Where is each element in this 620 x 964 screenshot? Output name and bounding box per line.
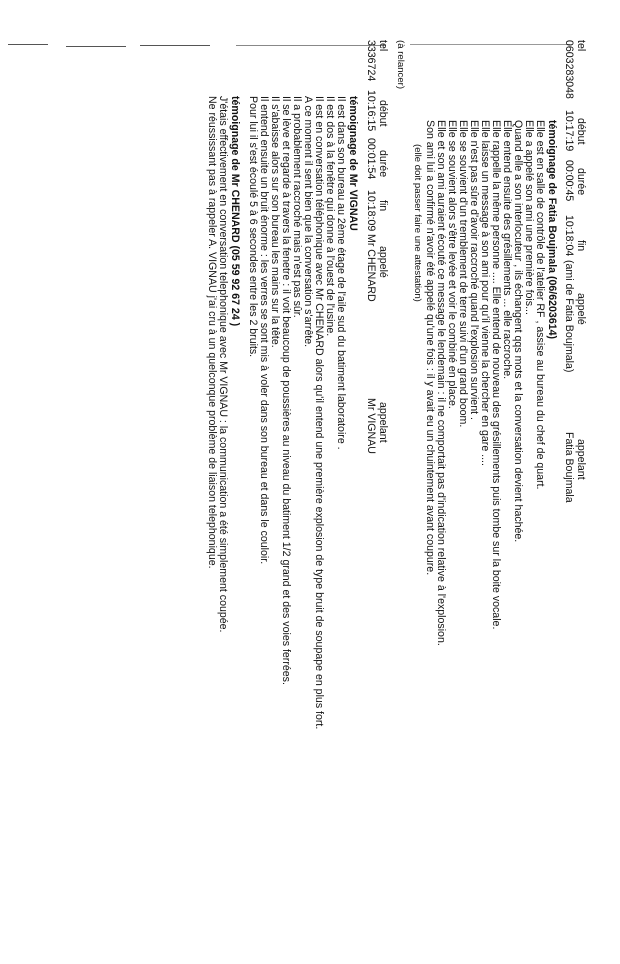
chenard-line: Ne réussissant pas à rappeler A. VIGNAU j'ai cru à un quelconque problème de liaison telephonique. <box>206 96 218 569</box>
chenard-heading: témoignage de Mr CHENARD (05 59 92 67 24 ) <box>229 96 241 327</box>
cell-fin: 10:18:04 <box>563 215 575 257</box>
fatia-note: (elle doit passer faire une attestation) <box>412 144 423 302</box>
vignau-heading: témoignage de Mr VIGNAU <box>347 96 359 231</box>
cell-duree: 00:01:54 <box>365 138 377 180</box>
fatia-line: Elle se souvient d'un tremblement de terre suivi d'un grand boom. <box>457 120 469 428</box>
cell-fin: 10:18:09 <box>365 190 377 232</box>
header-debut: début <box>575 118 587 145</box>
cell-appele: Mr CHENARD <box>365 234 377 302</box>
fatia-line: Elle rappelle la même personne .... Elle entend de nouveau des grésillements puis tombe sur la boite vocale. <box>490 120 502 630</box>
header-fin: fin <box>575 240 587 252</box>
header-tel: tel <box>377 40 389 52</box>
cell-tel: 0603283048 <box>563 40 575 99</box>
header-appele: appelé <box>377 246 389 278</box>
fatia-line: Elle laisse un message à son ami pour qu'il vienne la chercher en gare .... <box>479 120 491 466</box>
cell-tel: 3336724 <box>365 40 377 82</box>
cell-debut: 10:16:15 <box>365 90 377 132</box>
header-debut: début <box>377 100 389 127</box>
fatia-heading: témoignage de Fatia Boujmala (06/6203614) <box>546 120 558 340</box>
vignau-line: Il est dos à la fenêtre qui donne à l'ouest de l'usine. <box>324 96 336 337</box>
vignau-line: A ce moment il sent bien que la conversation s'arrête. <box>302 96 314 348</box>
header-appelant: appelant <box>575 439 587 480</box>
fatia-line: Elle se souvient alors s'être levée et voir le combiné en place. <box>446 120 458 409</box>
cell-duree: 00:00:45 <box>563 160 575 202</box>
cell-appelant: Mr VIGNAU <box>365 398 377 454</box>
fatia-line: Elle est en salle de contrôle de l'atelier RF , assise au bureau du chef de quart. <box>534 120 546 490</box>
fatia-line: Elle entend ensuite des grésillements ... elle raccroche. <box>501 120 513 380</box>
relancer-note: (à relancer) <box>395 40 406 90</box>
vignau-line: Il est dans son bureau au 2ème étage de l'aile sud du batiment laboratoire . <box>335 96 347 450</box>
vignau-line: Il se lève et regarde à travers la fenetre : il voit beaucoup de poussières au niveau du batiment 1/2 grand et des voies ferrées. <box>280 96 292 685</box>
header-duree: durée <box>575 168 587 196</box>
fatia-line: Elle et son ami auraient écouté ce message le lendemain : il ne comportait pas d'indication relative à l'explosion. <box>435 120 447 646</box>
header-tel: tel <box>575 40 587 52</box>
header-appelant: appelant <box>377 402 389 443</box>
vignau-line: Il est en conversation téléphonique avec Mr CHENARD alors qu'il entend une première explosion de type bruit de soupape en plus fort. <box>313 96 325 730</box>
fatia-line: Quand elle a son interlocuteur , ils échangent qqs mots et la conversation devient hachée. <box>512 120 524 543</box>
fatia-line: Son ami lui a confirmé n'avoir été appelé qu'une fois : il y avait eu un chuintement avant coupure. <box>424 120 436 576</box>
header-duree: durée <box>377 150 389 178</box>
document-page <box>30 40 590 860</box>
vignau-line: Il entend ensuite un bruit énorme : les verres se sont mis à voler dans son bureau et dans le couloir. <box>258 96 270 565</box>
chenard-line: J'étais effectivement en conversation telephonique avec Mr VIGNAU : la communication a été simplement coupée. <box>217 96 229 633</box>
cell-appele: (ami de Fatia Boujmala) <box>563 260 575 373</box>
vignau-line: Pour lui il s'est écoulé 5 à 6 secondes entre les 2 bruits. <box>247 96 259 358</box>
cell-appelant: Fatia Boujmala <box>563 432 575 503</box>
vignau-line: Il s'abaisse alors sur son bureau les mains sur la tête. <box>269 96 281 348</box>
cell-debut: 10:17:19 <box>563 110 575 152</box>
fatia-line: Elle n'est pas sûre d'avoir raccroché quand l'explosion survient . <box>468 120 480 420</box>
fatia-line: Elle a appelé son ami une première fois... <box>523 120 535 315</box>
header-appele: appelé <box>575 293 587 325</box>
vignau-line: Il a probablement raccroché mais n'est pas sûr. <box>291 96 303 318</box>
header-fin: fin <box>377 200 389 212</box>
